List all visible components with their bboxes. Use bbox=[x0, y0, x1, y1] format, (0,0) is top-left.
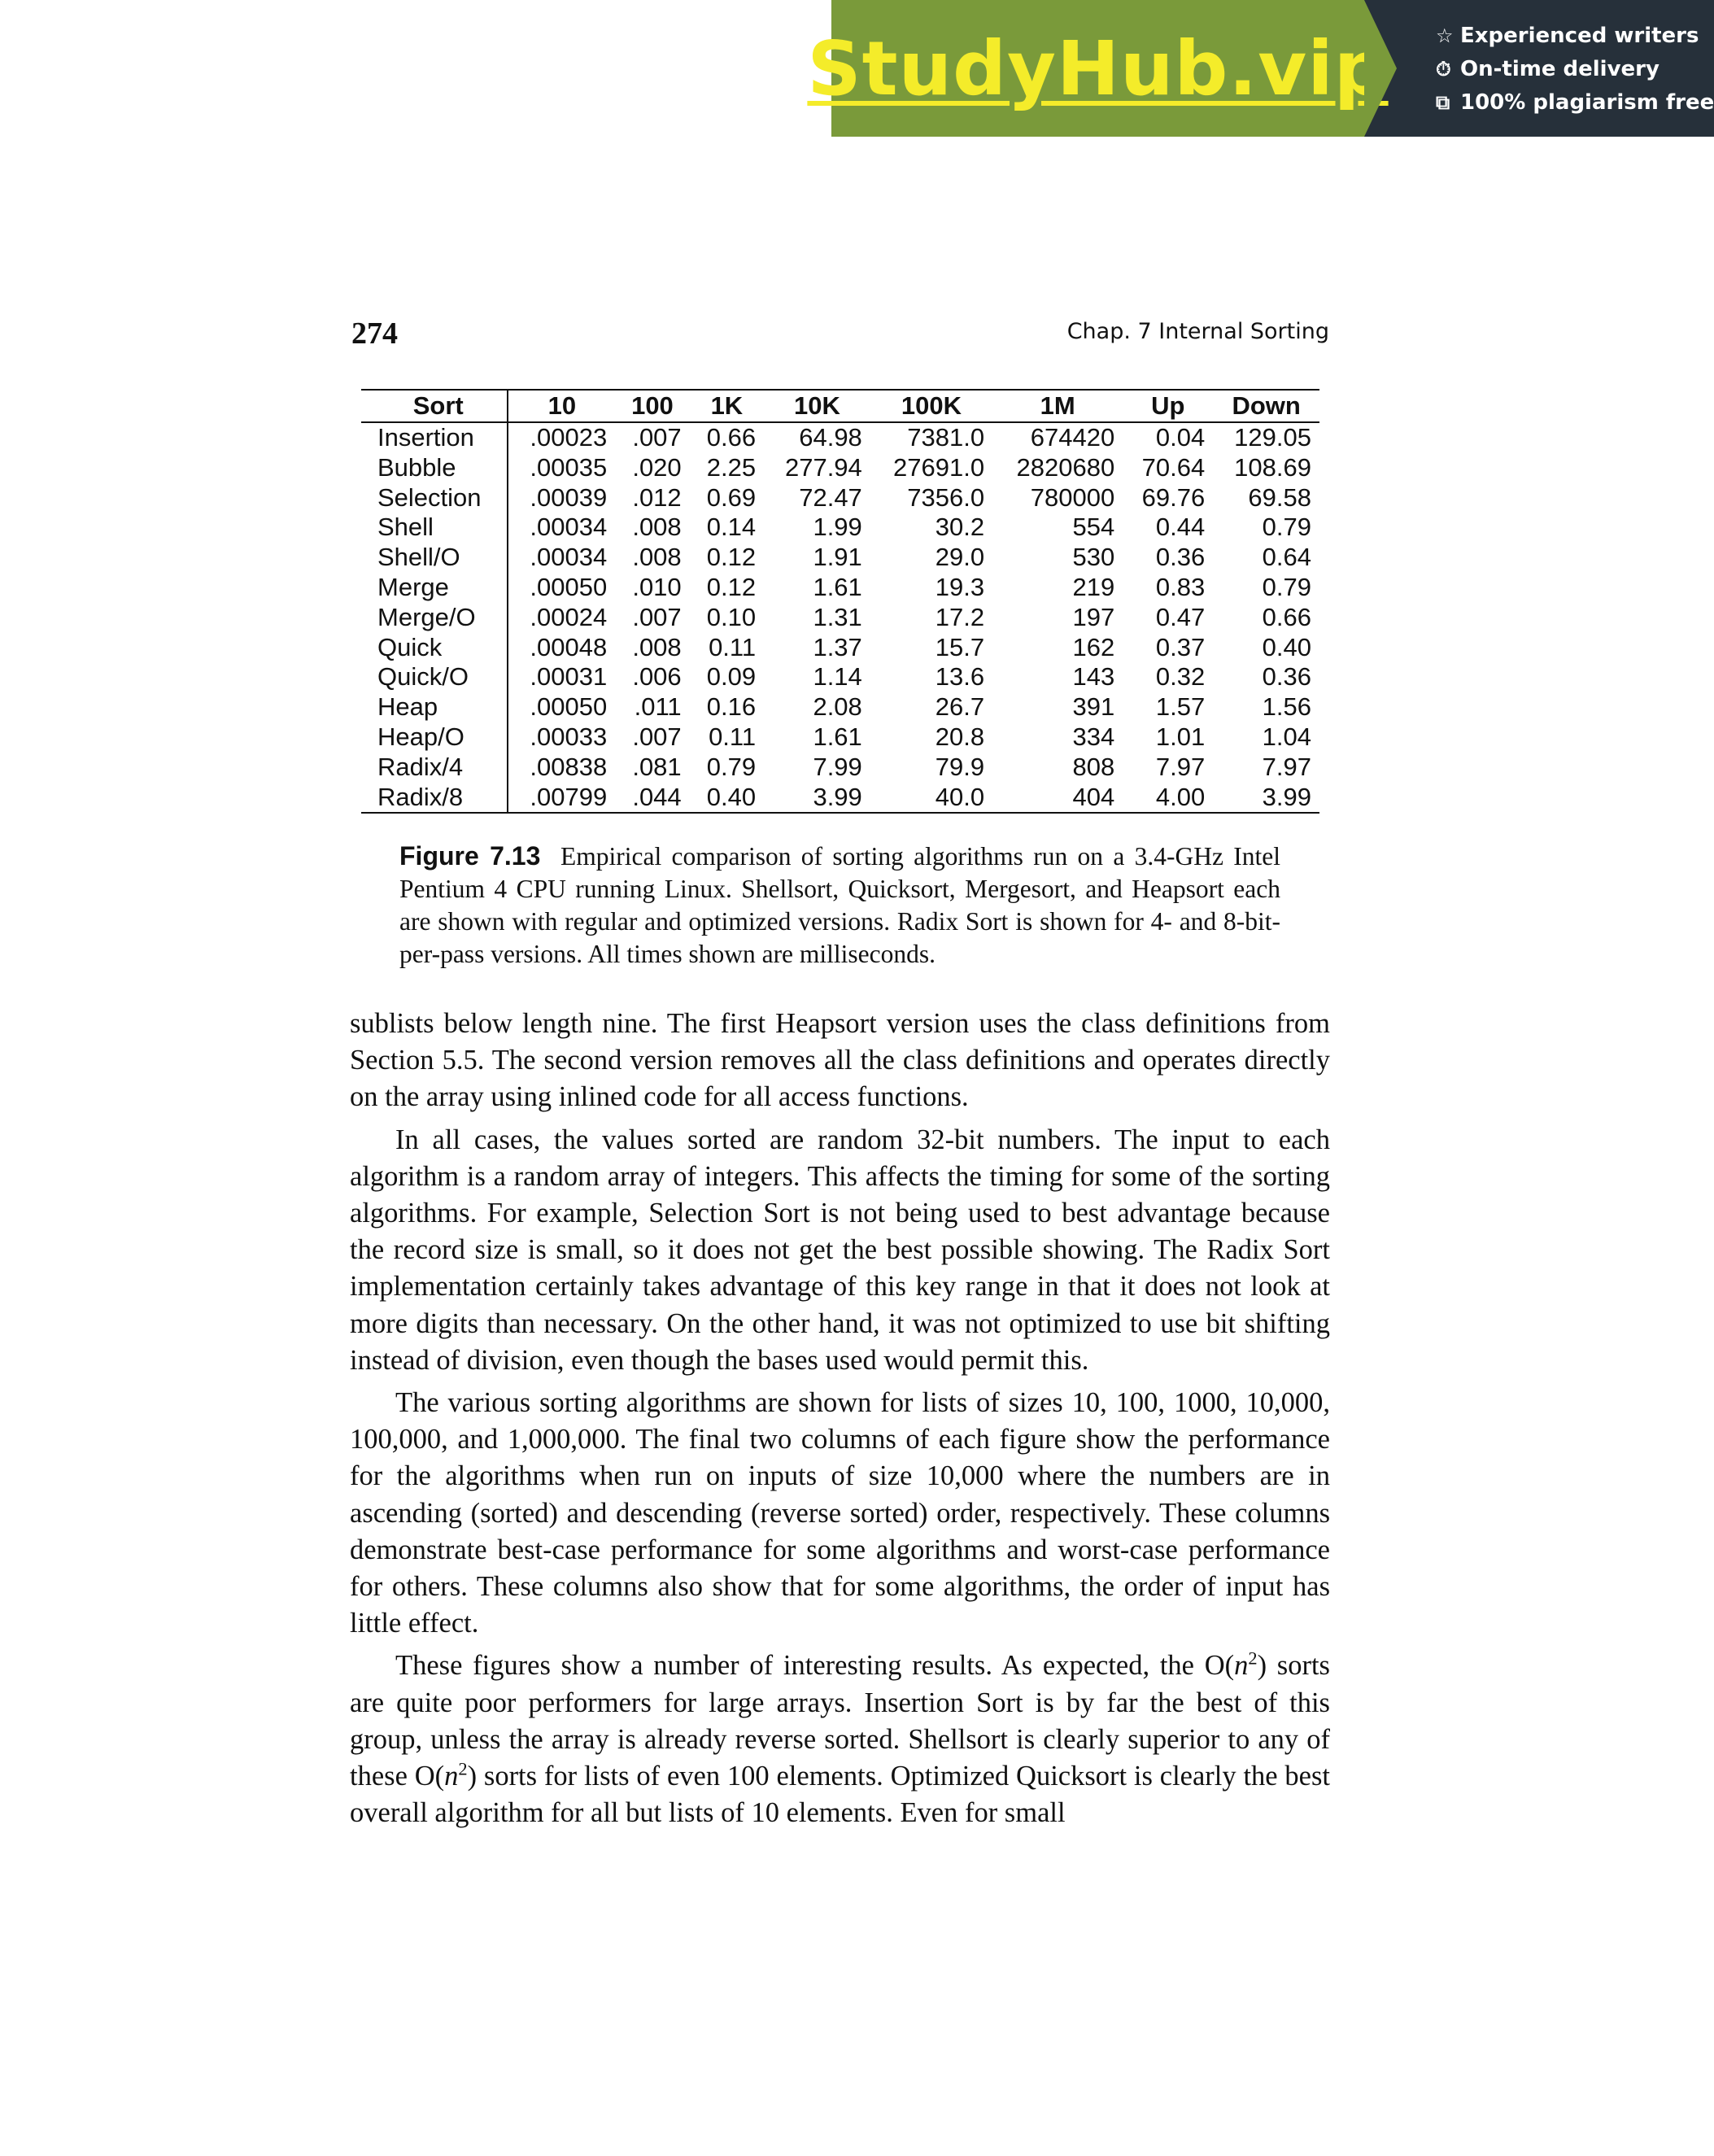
table-row bbox=[361, 453, 1319, 483]
table-row bbox=[361, 513, 1319, 543]
timing-cell: 0.40 bbox=[706, 782, 757, 811]
timing-cell: .00838 bbox=[530, 752, 608, 781]
timing-cell: 7356.0 bbox=[907, 482, 985, 512]
paragraph bbox=[350, 1648, 1330, 1831]
column-header: 100K bbox=[901, 391, 962, 420]
algorithm-name: Shell bbox=[361, 513, 508, 543]
timing-cell: 0.36 bbox=[1262, 662, 1311, 692]
paragraph: sublists below length nine. The first Heapsort version uses the class definitions from Section 5.5. The second version removes all the class definitions and operates directly on the array using inlined code for all access functions. bbox=[350, 1008, 1330, 1113]
timing-cell: 1.61 bbox=[813, 572, 862, 601]
timing-cell: .020 bbox=[632, 452, 682, 482]
timing-cell: 1.99 bbox=[813, 513, 862, 542]
timing-cell: .00034 bbox=[530, 543, 608, 572]
timing-cell: 0.44 bbox=[1155, 513, 1206, 542]
timing-cell: 404 bbox=[1072, 782, 1115, 811]
feature-item bbox=[1436, 86, 1714, 120]
timing-cell: 27691.0 bbox=[893, 452, 985, 482]
table-header-row bbox=[361, 390, 1319, 422]
math-var: n bbox=[444, 1761, 459, 1792]
body-text bbox=[350, 1006, 1330, 1837]
feature-label: On-time delivery bbox=[1460, 57, 1659, 81]
timing-cell: .00023 bbox=[530, 423, 608, 452]
timing-cell: 26.7 bbox=[935, 692, 985, 722]
timing-cell: 808 bbox=[1072, 752, 1115, 781]
timing-cell: 1.61 bbox=[813, 722, 862, 751]
algorithm-name: Merge/O bbox=[361, 603, 508, 633]
table-row bbox=[361, 483, 1319, 513]
timing-cell: 20.8 bbox=[935, 722, 985, 751]
timing-cell: .00050 bbox=[530, 572, 608, 601]
timing-cell: .00799 bbox=[530, 782, 608, 811]
algorithm-name: Heap/O bbox=[361, 722, 508, 753]
ad-banner[interactable] bbox=[807, 0, 1714, 137]
timing-cell: .007 bbox=[632, 423, 682, 452]
feature-label: Experienced writers bbox=[1460, 24, 1699, 48]
timing-cell: .007 bbox=[632, 602, 682, 631]
table-row bbox=[361, 633, 1319, 663]
timing-cell: 391 bbox=[1072, 692, 1115, 722]
algorithm-name: Selection bbox=[361, 483, 508, 513]
timing-cell: 277.94 bbox=[784, 452, 862, 482]
timing-cell: 0.79 bbox=[706, 752, 757, 781]
timing-cell: 3.99 bbox=[813, 782, 862, 811]
timing-cell: 2.08 bbox=[813, 692, 862, 722]
timing-cell: .081 bbox=[632, 752, 682, 781]
timing-cell: 7.97 bbox=[1155, 752, 1206, 781]
timing-cell: .012 bbox=[632, 482, 682, 512]
timing-cell: 64.98 bbox=[799, 423, 862, 452]
timing-cell: 1.04 bbox=[1262, 722, 1311, 751]
column-header: 1M bbox=[1040, 391, 1075, 420]
timing-cell: 197 bbox=[1072, 602, 1115, 631]
copy-icon: ⧉ bbox=[1436, 91, 1450, 114]
timing-cell: 1.91 bbox=[813, 543, 862, 572]
algorithm-name: Radix/4 bbox=[361, 753, 508, 783]
timing-cell: 674420 bbox=[1030, 423, 1115, 452]
algorithm-name: Merge bbox=[361, 573, 508, 603]
timing-cell: 0.79 bbox=[1262, 572, 1311, 601]
timing-cell: .00035 bbox=[530, 452, 608, 482]
math-exponent: 2 bbox=[1248, 1648, 1258, 1669]
timing-cell: .00039 bbox=[530, 482, 608, 512]
sorting-results-table bbox=[361, 389, 1319, 814]
column-header: 10K bbox=[794, 391, 840, 420]
figure-caption bbox=[399, 840, 1280, 971]
timing-cell: 0.40 bbox=[1262, 632, 1311, 661]
table-row bbox=[361, 722, 1319, 753]
table-row bbox=[361, 543, 1319, 573]
timing-cell: 1.31 bbox=[813, 602, 862, 631]
timing-cell: 0.79 bbox=[1262, 513, 1311, 542]
timing-cell: 40.0 bbox=[935, 782, 985, 811]
timing-cell: 219 bbox=[1072, 572, 1115, 601]
table-body bbox=[361, 422, 1319, 813]
math-exponent: 2 bbox=[458, 1758, 468, 1779]
algorithm-name: Insertion bbox=[361, 422, 508, 453]
timing-cell: 0.36 bbox=[1155, 543, 1206, 572]
timing-cell: 3.99 bbox=[1262, 782, 1311, 811]
column-header: Up bbox=[1151, 391, 1185, 420]
timing-cell: 1.01 bbox=[1155, 722, 1206, 751]
timing-cell: 13.6 bbox=[935, 662, 985, 692]
timing-cell: 0.11 bbox=[709, 722, 757, 751]
timing-cell: 0.47 bbox=[1155, 602, 1206, 631]
table-row bbox=[361, 422, 1319, 453]
timing-cell: 0.83 bbox=[1155, 572, 1206, 601]
timing-cell: .008 bbox=[632, 513, 682, 542]
timing-cell: 162 bbox=[1072, 632, 1115, 661]
algorithm-name: Bubble bbox=[361, 453, 508, 483]
timing-cell: .011 bbox=[634, 692, 682, 722]
timing-cell: 0.32 bbox=[1155, 662, 1206, 692]
banner-features bbox=[1364, 0, 1714, 137]
timing-cell: 143 bbox=[1072, 662, 1115, 692]
timing-cell: 129.05 bbox=[1234, 423, 1311, 452]
timing-cell: .008 bbox=[632, 543, 682, 572]
timing-cell: 0.12 bbox=[706, 572, 757, 601]
timing-cell: 70.64 bbox=[1141, 452, 1206, 482]
timing-cell: 0.11 bbox=[709, 632, 757, 661]
timing-cell: 0.66 bbox=[706, 423, 757, 452]
timing-cell: .00048 bbox=[530, 632, 608, 661]
timing-cell: .010 bbox=[632, 572, 682, 601]
caption-label: Figure 7.13 bbox=[399, 841, 541, 871]
table-row bbox=[361, 783, 1319, 814]
timing-cell: 0.16 bbox=[706, 692, 757, 722]
timing-cell: 0.66 bbox=[1262, 602, 1311, 631]
caption-text: Empirical comparison of sorting algorithms run on a 3.4-GHz Intel Pentium 4 CPU running Linux. Shellsort, Quicksort, Mergesort, and Heapsort each are shown with regular and optimized versions. Radix Sort is shown for 4- and 8-bit-per-pass versions. All times shown are milliseconds. bbox=[399, 842, 1280, 968]
math-var: n bbox=[1234, 1650, 1249, 1682]
running-head: Chap. 7 Internal Sorting bbox=[1066, 319, 1329, 344]
column-header: 100 bbox=[631, 391, 674, 420]
column-header: Sort bbox=[361, 390, 508, 422]
timing-cell: 0.10 bbox=[706, 602, 757, 631]
timing-cell: .00024 bbox=[530, 602, 608, 631]
timing-cell: .00033 bbox=[530, 722, 608, 751]
timing-cell: 0.69 bbox=[706, 482, 757, 512]
timing-cell: 19.3 bbox=[935, 572, 985, 601]
column-header: Down bbox=[1232, 391, 1301, 420]
timing-cell: 1.56 bbox=[1262, 692, 1311, 722]
text-run: These figures show a number of interesting results. As expected, the O( bbox=[395, 1650, 1235, 1682]
feature-item bbox=[1436, 20, 1714, 53]
timing-cell: 108.69 bbox=[1234, 452, 1311, 482]
star-icon: ☆ bbox=[1436, 24, 1454, 47]
table-row bbox=[361, 603, 1319, 633]
timing-cell: .008 bbox=[632, 632, 682, 661]
timing-cell: .007 bbox=[632, 722, 682, 751]
timing-cell: 29.0 bbox=[935, 543, 985, 572]
timing-cell: 530 bbox=[1072, 543, 1115, 572]
text-run: ) sorts for lists of even 100 elements. Optimized Quicksort is clearly the best overall algorithm for all but lists of 10 elements. Even for small bbox=[350, 1761, 1330, 1829]
timing-cell: 0.14 bbox=[706, 513, 757, 542]
text-run: ) sorts are quite poor performers for large arrays. Insertion Sort is by far the best of this group, unless the array is already reverse sorted. Shellsort is clearly superior to any of these O( bbox=[350, 1650, 1330, 1792]
timing-cell: 780000 bbox=[1030, 482, 1115, 512]
table-row bbox=[361, 662, 1319, 692]
paragraph: The various sorting algorithms are shown for lists of sizes 10, 100, 1000, 10,000, 100,000, and 1,000,000. The final two columns of each figure show the performance for the algorithms when run on inputs of size 10,000 where the numbers are in ascending (sorted) and descending (reverse sorted) order, respectively. These columns demonstrate best-case performance for some algorithms and worst-case performance for others. These columns also show that for some algorithms, the order of input has little effect. bbox=[350, 1387, 1330, 1639]
feature-label: 100% plagiarism free bbox=[1460, 90, 1714, 115]
clock-icon: ⏱ bbox=[1436, 58, 1451, 81]
timing-cell: 2820680 bbox=[1016, 452, 1115, 482]
feature-item bbox=[1436, 53, 1714, 86]
timing-cell: 7.99 bbox=[813, 752, 862, 781]
column-header: 10 bbox=[547, 391, 577, 420]
timing-cell: 0.12 bbox=[706, 543, 757, 572]
timing-cell: 334 bbox=[1072, 722, 1115, 751]
column-header: 1K bbox=[710, 391, 744, 420]
algorithm-name: Quick bbox=[361, 633, 508, 663]
timing-cell: .044 bbox=[632, 782, 682, 811]
timing-cell: 554 bbox=[1072, 513, 1115, 542]
timing-cell: 17.2 bbox=[935, 602, 985, 631]
timing-cell: .00031 bbox=[530, 662, 608, 692]
timing-cell: 7381.0 bbox=[907, 423, 985, 452]
algorithm-name: Radix/8 bbox=[361, 783, 508, 814]
algorithm-name: Quick/O bbox=[361, 662, 508, 692]
timing-cell: 4.00 bbox=[1155, 782, 1206, 811]
timing-cell: 7.97 bbox=[1262, 752, 1311, 781]
timing-cell: 2.25 bbox=[706, 452, 757, 482]
timing-cell: 69.58 bbox=[1248, 482, 1311, 512]
timing-cell: 1.37 bbox=[813, 632, 862, 661]
brand-logo[interactable] bbox=[807, 0, 1389, 137]
timing-cell: 79.9 bbox=[935, 752, 985, 781]
table-row bbox=[361, 753, 1319, 783]
algorithm-name: Shell/O bbox=[361, 543, 508, 573]
page-number: 274 bbox=[351, 316, 398, 351]
timing-cell: 0.09 bbox=[706, 662, 757, 692]
timing-cell: 0.04 bbox=[1155, 423, 1206, 452]
paragraph: In all cases, the values sorted are random 32-bit numbers. The input to each algorithm is a random array of integers. This affects the timing for some of the sorting algorithms. For example, Selection Sort is not being used to best advantage because the record size is small, so it does not get the best possible showing. The Radix Sort implementation certainly takes advantage of this key range in that it does not look at more digits than necessary. On the other hand, it was not optimized to use bit shifting instead of division, even though the bases used would permit this. bbox=[350, 1124, 1330, 1376]
table-row bbox=[361, 573, 1319, 603]
timing-cell: 1.57 bbox=[1155, 692, 1206, 722]
algorithm-name: Heap bbox=[361, 692, 508, 722]
table-row bbox=[361, 692, 1319, 722]
timing-cell: 0.64 bbox=[1262, 543, 1311, 572]
timing-cell: 72.47 bbox=[799, 482, 862, 512]
brand-name: StudyHub.vip bbox=[807, 24, 1389, 112]
timing-cell: 1.14 bbox=[813, 662, 862, 692]
timing-cell: .00034 bbox=[530, 513, 608, 542]
timing-cell: .006 bbox=[632, 662, 682, 692]
timing-cell: 30.2 bbox=[935, 513, 985, 542]
timing-cell: .00050 bbox=[530, 692, 608, 722]
timing-cell: 0.37 bbox=[1155, 632, 1206, 661]
timing-cell: 69.76 bbox=[1141, 482, 1206, 512]
timing-cell: 15.7 bbox=[935, 632, 985, 661]
